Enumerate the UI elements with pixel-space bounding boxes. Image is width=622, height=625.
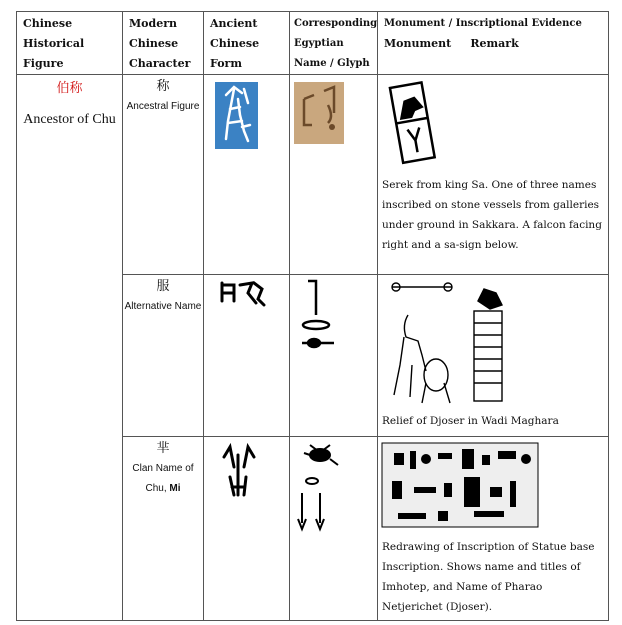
modern-desc: Ancestral Figure <box>126 101 200 112</box>
monument-cell <box>378 275 609 437</box>
header-row <box>17 12 609 75</box>
header-monument-sub: Monument Remark <box>384 37 519 50</box>
modern-character-cell <box>123 275 204 437</box>
egyptian-glyph-cell <box>290 75 378 275</box>
ancient-bronze-script <box>204 275 288 315</box>
monument-cell <box>378 75 609 275</box>
header-monument-title: Monument / Inscriptional Evidence <box>384 18 582 29</box>
table-row <box>17 75 609 275</box>
header-monument <box>378 12 609 75</box>
monument-remark: Relief of Djoser in Wadi Maghara <box>382 415 559 427</box>
egyptian-bee-glyphs <box>290 437 376 537</box>
modern-desc-bold: Mi <box>169 483 181 494</box>
header-egyptian-name: Corresponding Egyptian Name / Glyph <box>290 12 378 75</box>
ancient-seal-image <box>204 75 288 155</box>
egyptian-glyph-cell <box>290 275 378 437</box>
ancient-form-cell <box>204 275 290 437</box>
header-ancient-form: Ancient Chinese Form <box>204 12 290 75</box>
monument-remark: Serek from king Sa. One of three names inscribed on stone vessels from galleries under ground in Sakkara. A falcon facing right and a sa-sign below. <box>382 179 602 251</box>
monument-cell <box>378 437 609 621</box>
modern-desc-prefix: Clan Name of Chu, <box>132 463 194 494</box>
modern-desc: Alternative Name <box>124 301 202 312</box>
header-historical-figure: Chinese Historical Figure <box>17 12 123 75</box>
statue-base-inscription <box>378 437 609 537</box>
header-modern-character: Modern Chinese Character <box>123 12 204 75</box>
ancient-mi-script <box>204 437 288 507</box>
ancient-form-cell <box>204 75 290 275</box>
modern-character-cell <box>123 437 204 621</box>
modern-char: 服 <box>156 279 170 294</box>
comparison-table <box>16 11 609 621</box>
egyptian-glyph-cell <box>290 437 378 621</box>
ancient-form-cell <box>204 437 290 621</box>
egyptian-glyphs <box>290 275 376 365</box>
monument-remark: Redrawing of Inscription of Statue base Inscription. Shows name and titles of Imhotep, and Name of Pharao Netjerichet (Djoser). <box>382 541 595 613</box>
modern-char: 芈 <box>156 441 170 456</box>
modern-char: 称 <box>156 79 170 94</box>
modern-character-cell <box>123 75 204 275</box>
serek-drawing <box>378 75 609 175</box>
egyptian-relief-image <box>290 75 376 155</box>
figure-english-name: Ancestor of Chu <box>23 112 116 127</box>
djoser-relief-drawing <box>378 275 609 411</box>
historical-figure-cell <box>17 75 123 621</box>
figure-chinese-name: 伯称 <box>56 81 83 96</box>
